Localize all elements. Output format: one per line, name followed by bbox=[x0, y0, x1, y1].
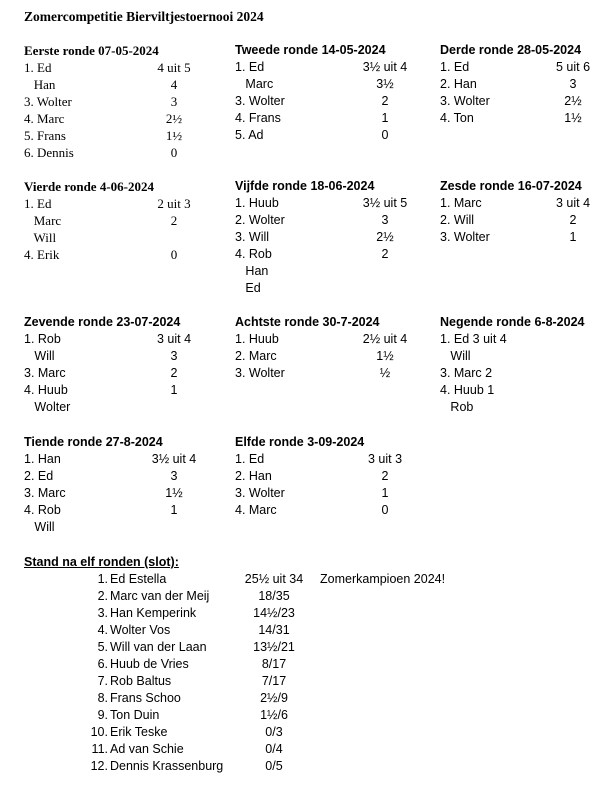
round-result-row bbox=[235, 110, 389, 127]
player-score: 3 uit 4 bbox=[555, 196, 591, 210]
standings-rank: 6. bbox=[97, 657, 108, 671]
round-result-row bbox=[24, 451, 197, 468]
round-result-row bbox=[235, 485, 389, 502]
player-score: 4 bbox=[170, 77, 178, 92]
player-name: 1. Marc bbox=[440, 196, 482, 210]
standings-player: Rob Baltus bbox=[110, 674, 172, 688]
standings-player: Han Kemperink bbox=[110, 606, 197, 620]
round-result-row bbox=[235, 212, 389, 229]
round-result-row bbox=[24, 468, 178, 485]
round-result-row bbox=[235, 246, 389, 263]
round-heading: Zesde ronde 16-07-2024 bbox=[440, 179, 582, 193]
round-heading: Vierde ronde 4-06-2024 bbox=[24, 179, 154, 194]
player-score: 0 bbox=[381, 503, 389, 517]
player-name: 4. Marc bbox=[24, 111, 65, 126]
player-name: Han bbox=[24, 77, 56, 92]
round-result-row bbox=[24, 127, 183, 144]
round-result-row bbox=[235, 331, 408, 348]
player-name: 2. Ed bbox=[24, 469, 54, 483]
standings-player: Dennis Krassenburg bbox=[110, 759, 224, 773]
player-score: 3 bbox=[569, 77, 577, 91]
round-block bbox=[440, 314, 585, 416]
standings-player: Huub de Vries bbox=[110, 657, 189, 671]
player-name: 5. Frans bbox=[24, 128, 66, 143]
player-score: 3 bbox=[170, 469, 178, 483]
player-score: 1 bbox=[170, 503, 178, 517]
player-name: 5. Ad bbox=[235, 128, 264, 142]
standings-row bbox=[24, 707, 288, 724]
round-result-row bbox=[24, 76, 178, 93]
round-block bbox=[235, 42, 408, 144]
round-result-row bbox=[24, 485, 183, 502]
standings-list bbox=[24, 571, 446, 775]
standings-rank: 4. bbox=[97, 623, 108, 637]
standings-rank: 5. bbox=[97, 640, 108, 654]
player-score: 1 bbox=[381, 486, 389, 500]
player-score: 3½ uit 5 bbox=[362, 196, 408, 210]
standings-rank: 2. bbox=[97, 589, 108, 603]
round-heading: Derde ronde 28-05-2024 bbox=[440, 43, 582, 57]
player-name: Han bbox=[235, 264, 269, 278]
round-result-row bbox=[440, 110, 581, 127]
round-block bbox=[24, 42, 191, 161]
player-score: 2 bbox=[170, 366, 178, 380]
player-name: 3. Wolter bbox=[24, 94, 72, 109]
standings-row bbox=[24, 673, 287, 690]
round-result-row bbox=[24, 229, 154, 246]
round-heading: Tweede ronde 14-05-2024 bbox=[235, 43, 386, 57]
player-name: 1. Ed 3 uit 4 bbox=[440, 332, 507, 346]
round-result-row bbox=[440, 93, 581, 110]
round-result-row bbox=[235, 127, 389, 144]
player-score: 2½ bbox=[564, 94, 582, 108]
player-score: 3 bbox=[381, 213, 389, 227]
round-block bbox=[24, 434, 197, 536]
player-name: 3. Wolter bbox=[235, 486, 285, 500]
round-result-row bbox=[440, 399, 585, 416]
player-name: 2. Will bbox=[440, 213, 475, 227]
player-name: 6. Dennis bbox=[24, 145, 74, 160]
player-score: 3½ uit 4 bbox=[151, 452, 197, 466]
round-block bbox=[440, 178, 591, 246]
round-result-row bbox=[24, 93, 178, 110]
round-result-row bbox=[24, 399, 180, 416]
round-heading: Tiende ronde 27-8-2024 bbox=[24, 435, 163, 449]
player-score: 2 bbox=[381, 469, 389, 483]
player-score: 3½ bbox=[376, 77, 394, 91]
round-result-row bbox=[235, 93, 389, 110]
standings-player: Wolter Vos bbox=[110, 623, 171, 637]
round-result-row bbox=[235, 451, 403, 468]
player-name: Ed bbox=[235, 281, 261, 295]
round-result-row bbox=[24, 246, 178, 263]
round-result-row bbox=[235, 280, 374, 297]
round-heading: Negende ronde 6-8-2024 bbox=[440, 315, 585, 329]
standings-row bbox=[24, 571, 446, 588]
player-score: 3 bbox=[170, 349, 178, 363]
player-name: 4. Ton bbox=[440, 111, 474, 125]
player-score: 1 bbox=[569, 230, 577, 244]
standings-player: Ed Estella bbox=[110, 572, 167, 586]
player-score: 2 uit 3 bbox=[157, 196, 191, 211]
round-block bbox=[235, 178, 408, 297]
player-name: 1. Ed bbox=[235, 60, 265, 74]
player-name: 4. Rob bbox=[235, 247, 272, 261]
standings-row bbox=[24, 588, 290, 605]
player-name: Will bbox=[24, 230, 57, 245]
player-name: 1. Ed bbox=[235, 452, 265, 466]
player-name: 1. Ed bbox=[440, 60, 470, 74]
standings-player: Erik Teske bbox=[110, 725, 168, 739]
player-score: 2 bbox=[569, 213, 577, 227]
round-result-row bbox=[235, 76, 394, 93]
round-result-row bbox=[235, 195, 408, 212]
player-score: 2 bbox=[381, 247, 389, 261]
standings-player: Ad van Schie bbox=[110, 742, 184, 756]
round-result-row bbox=[235, 502, 389, 519]
standings-player: Frans Schoo bbox=[110, 691, 181, 705]
player-score: ½ bbox=[379, 366, 391, 380]
round-result-row bbox=[440, 212, 582, 229]
player-name: 1. Han bbox=[24, 452, 61, 466]
round-result-row bbox=[440, 331, 585, 348]
round-result-row bbox=[440, 76, 581, 93]
player-name: 3. Marc 2 bbox=[440, 366, 493, 380]
player-score: 4 uit 5 bbox=[157, 60, 191, 75]
player-name: Will bbox=[440, 349, 471, 363]
player-score: 2½ uit 4 bbox=[362, 332, 408, 346]
round-result-row bbox=[235, 229, 394, 246]
round-result-row bbox=[24, 110, 183, 127]
standings-player: Will van der Laan bbox=[110, 640, 207, 654]
player-score: 2½ bbox=[376, 230, 394, 244]
player-score: 3 uit 3 bbox=[367, 452, 403, 466]
player-name: 3. Marc bbox=[24, 366, 66, 380]
standings-note: Zomerkampioen 2024! bbox=[320, 572, 446, 586]
player-score: 3 uit 4 bbox=[156, 332, 192, 346]
player-name: Will bbox=[24, 520, 55, 534]
round-result-row bbox=[24, 348, 180, 365]
standings-rank: 3. bbox=[97, 606, 108, 620]
player-name: 3. Wolter bbox=[440, 230, 490, 244]
round-result-row bbox=[440, 348, 585, 365]
round-result-row bbox=[24, 382, 180, 399]
player-score: 1 bbox=[170, 383, 178, 397]
player-score: 2 bbox=[381, 94, 389, 108]
standings-row bbox=[24, 639, 295, 656]
round-result-row bbox=[24, 195, 191, 212]
player-score: 1½ bbox=[165, 486, 183, 500]
player-score: 0 bbox=[170, 145, 178, 160]
round-block bbox=[24, 178, 191, 263]
player-name: 4. Huub bbox=[24, 383, 68, 397]
standings-rank: 11. bbox=[91, 742, 108, 756]
player-name: 1. Huub bbox=[235, 196, 279, 210]
player-name: 1. Huub bbox=[235, 332, 279, 346]
round-block bbox=[440, 42, 591, 127]
round-block bbox=[24, 314, 192, 416]
standings-rank: 12. bbox=[90, 759, 108, 773]
round-result-row bbox=[440, 382, 585, 399]
round-heading: Elfde ronde 3-09-2024 bbox=[235, 435, 365, 449]
standings-score: 0/3 bbox=[265, 725, 283, 739]
player-name: Wolter bbox=[24, 400, 71, 414]
player-name: Will bbox=[24, 349, 55, 363]
player-name: 2. Marc bbox=[235, 349, 277, 363]
round-result-row bbox=[440, 365, 585, 382]
standings-score: 18/35 bbox=[258, 589, 290, 603]
player-score: 1½ bbox=[376, 349, 394, 363]
standings-score: 2½/9 bbox=[260, 691, 288, 705]
standings-player: Marc van der Meij bbox=[110, 589, 210, 603]
player-score: 2½ bbox=[165, 111, 183, 126]
standings-section bbox=[24, 554, 446, 775]
round-result-row bbox=[24, 331, 192, 348]
player-name: 2. Han bbox=[235, 469, 272, 483]
player-name: 4. Marc bbox=[235, 503, 277, 517]
player-score: 3½ uit 4 bbox=[362, 60, 408, 74]
standings-score: 14½/23 bbox=[253, 606, 295, 620]
player-score: 5 uit 6 bbox=[555, 60, 591, 74]
standings-score: 8/17 bbox=[261, 657, 287, 671]
round-result-row bbox=[24, 519, 163, 536]
round-result-row bbox=[24, 365, 180, 382]
player-name: 3. Wolter bbox=[440, 94, 490, 108]
standings-row bbox=[24, 724, 283, 741]
round-result-row bbox=[440, 195, 591, 212]
round-result-row bbox=[24, 59, 191, 76]
round-heading: Vijfde ronde 18-06-2024 bbox=[235, 179, 375, 193]
player-name: 3. Wolter bbox=[235, 366, 285, 380]
round-result-row bbox=[440, 59, 591, 76]
standings-score: 13½/21 bbox=[253, 640, 295, 654]
standings-score: 25½ uit 34 bbox=[244, 572, 304, 586]
round-result-row bbox=[235, 365, 391, 382]
standings-heading: Stand na elf ronden (slot): bbox=[24, 555, 179, 569]
player-name: 4. Frans bbox=[235, 111, 281, 125]
standings-rank: 10. bbox=[90, 725, 108, 739]
round-result-row bbox=[24, 502, 178, 519]
standings-row bbox=[24, 605, 295, 622]
player-name: 1. Rob bbox=[24, 332, 61, 346]
player-name: 3. Wolter bbox=[235, 94, 285, 108]
player-score: 2 bbox=[170, 213, 178, 228]
round-result-row bbox=[24, 212, 178, 229]
round-block bbox=[235, 314, 408, 382]
standings-rank: 1. bbox=[97, 572, 108, 586]
round-block bbox=[235, 434, 403, 519]
standings-row bbox=[24, 656, 287, 673]
round-result-row bbox=[235, 59, 408, 76]
player-score: 1 bbox=[381, 111, 389, 125]
standings-row bbox=[24, 622, 290, 639]
player-name: 4. Rob bbox=[24, 503, 61, 517]
player-name: 2. Wolter bbox=[235, 213, 285, 227]
player-name: 3. Will bbox=[235, 230, 270, 244]
player-name: 4. Huub 1 bbox=[440, 383, 495, 397]
round-heading: Zevende ronde 23-07-2024 bbox=[24, 315, 181, 329]
standings-score: 0/5 bbox=[265, 759, 283, 773]
player-score: 1½ bbox=[165, 128, 183, 143]
round-result-row bbox=[235, 263, 374, 280]
round-heading: Achtste ronde 30-7-2024 bbox=[235, 315, 380, 329]
standings-row bbox=[24, 690, 288, 707]
player-score: 3 bbox=[170, 94, 178, 109]
standings-score: 1½/6 bbox=[260, 708, 288, 722]
standings-player: Ton Duin bbox=[110, 708, 160, 722]
round-result-row bbox=[24, 144, 178, 161]
player-name: 1. Ed bbox=[24, 196, 52, 211]
player-name: 4. Erik bbox=[24, 247, 60, 262]
player-name: 1. Ed bbox=[24, 60, 52, 75]
standings-score: 7/17 bbox=[261, 674, 287, 688]
standings-score: 0/4 bbox=[265, 742, 283, 756]
standings-row bbox=[24, 758, 283, 775]
standings-score: 14/31 bbox=[258, 623, 290, 637]
round-result-row bbox=[235, 348, 394, 365]
round-result-row bbox=[235, 468, 389, 485]
standings-rank: 9. bbox=[97, 708, 108, 722]
player-name: Marc bbox=[24, 213, 62, 228]
player-score: 0 bbox=[170, 247, 178, 262]
round-heading: Eerste ronde 07-05-2024 bbox=[24, 43, 159, 58]
player-score: 0 bbox=[381, 128, 389, 142]
player-name: Marc bbox=[235, 77, 274, 91]
player-name: 3. Marc bbox=[24, 486, 66, 500]
standings-rank: 8. bbox=[97, 691, 108, 705]
page-title: Zomercompetitie Bierviltjestoernooi 2024 bbox=[24, 9, 264, 24]
player-name: Rob bbox=[440, 400, 474, 414]
player-name: 2. Han bbox=[440, 77, 477, 91]
standings-row bbox=[24, 741, 283, 758]
standings-rank: 7. bbox=[97, 674, 108, 688]
player-score: 1½ bbox=[564, 111, 582, 125]
round-result-row bbox=[440, 229, 582, 246]
